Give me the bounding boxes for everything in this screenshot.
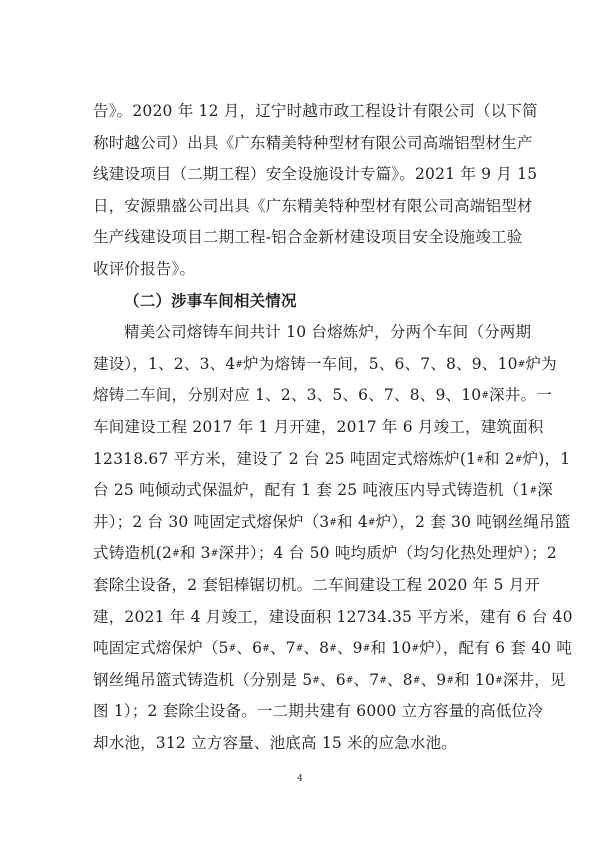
paragraph-2-line-3: 熔铸二车间，分别对应 1、2、3、5、6、7、8、9、10#深井。一 [93, 386, 552, 405]
paragraph-2-line-5: 12318.67 平方米，建设了 2 台 25 吨固定式熔炼炉(1#和 2#炉)，1 [93, 449, 571, 468]
paragraph-2-line-14: 却水池，312 立方容量、池底高 15 米的应急水池。 [93, 733, 457, 752]
document-body [93, 96, 573, 759]
paragraph-2-line-13: 图 1）；2 套除尘设备。一二期共建有 6000 立方容量的高低位冷 [93, 702, 543, 721]
paragraph-1-line-3: 线建设项目（二期工程）安全设施设计专篇》。2021 年 9 月 15 [93, 165, 538, 184]
paragraph-1-line-1: 告》。2020 年 12 月，辽宁时越市政工程设计有限公司（以下简 [93, 102, 538, 120]
paragraph-2-line-7: 井）；2 台 30 吨固定式熔保炉（3#和 4#炉），2 套 30 吨钢丝绳吊篮 [93, 512, 571, 531]
paragraph-2-line-8: 式铸造机(2#和 3#深井）；4 台 50 吨均质炉（均匀化热处理炉）；2 [93, 544, 557, 563]
paragraph-1-line-4: 日，安源鼎盛公司出具《广东精美特种型材有限公司高端铝型材 [93, 196, 533, 215]
paragraph-2-line-9: 套除尘设备，2 套铝棒锯切机。二车间建设工程 2020 年 5 月开 [93, 575, 541, 594]
page-number: 4 [297, 774, 303, 784]
paragraph-2-line-6: 台 25 吨倾动式保温炉，配有 1 套 25 吨液压内导式铸造机（1#深 [93, 481, 553, 500]
paragraph-2-line-1: 精美公司熔铸车间共计 10 台熔炼炉，分两个车间（分两期 [124, 323, 532, 342]
section-heading: （二）涉事车间相关情况 [124, 291, 297, 310]
paragraph-1-line-6: 收评价报告》。 [93, 259, 196, 278]
paragraph-2-line-10: 建，2021 年 4 月竣工，建设面积 12734.35 平方米，建有 6 台 40 [93, 607, 573, 626]
paragraph-2-line-2: 建设），1、2、3、4#炉为熔铸一车间，5、6、7、8、9、10#炉为 [93, 354, 557, 373]
paragraph-2-line-12: 钢丝绳吊篮式铸造机（分别是 5#、6#、7#、8#、9#和 10#深井，见 [93, 670, 566, 689]
paragraph-1-line-5: 生产线建设项目二期工程-铝合金新材建设项目安全设施竣工验 [93, 228, 523, 247]
paragraph-2-line-11: 吨固定式熔保炉（5#、6#、7#、8#、9#和 10#炉），配有 6 套 40 吨 [93, 639, 573, 658]
paragraph-1-line-2: 称时越公司）出具《广东精美特种型材有限公司高端铝型材生产 [93, 133, 533, 152]
paragraph-2-line-4: 车间建设工程 2017 年 1 月开建，2017 年 6 月竣工，建筑面积 [93, 417, 544, 436]
